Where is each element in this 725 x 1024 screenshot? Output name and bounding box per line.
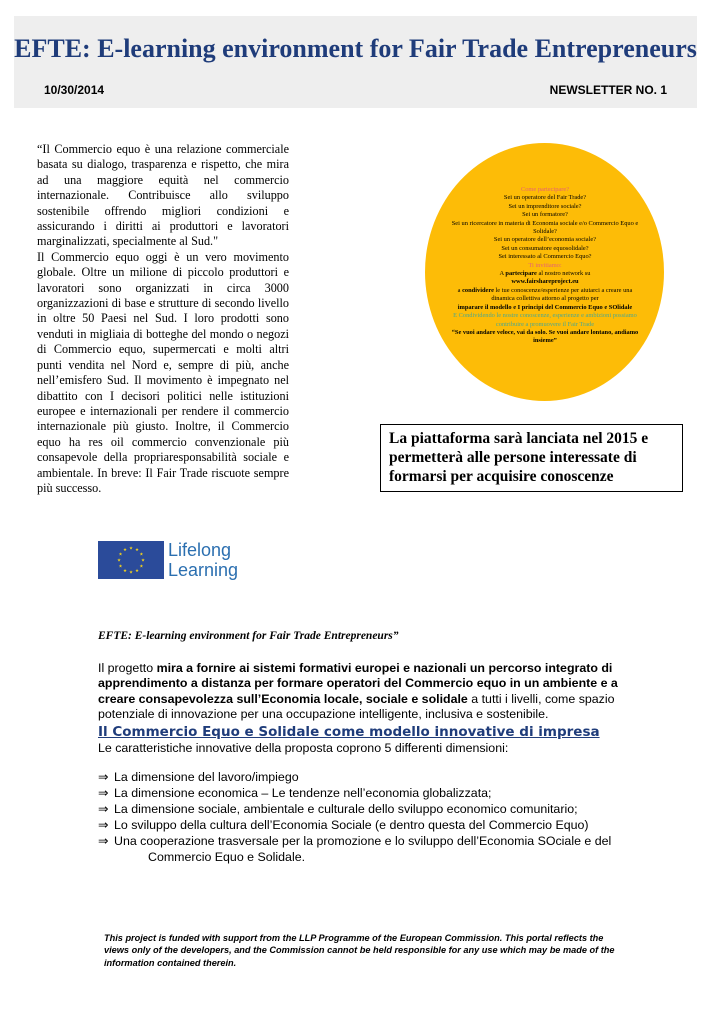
participation-line-c: imparare il modello e I principi del Commercio Equo e SOlidale: [457, 303, 633, 311]
project-subtitle: EFTE: E-learning environment for Fair Trade Entrepreneurs”: [98, 630, 399, 642]
list-item-text: La dimensione economica – Le tendenze nell’economia globalizzata;: [114, 786, 492, 800]
arrow-icon: ⇒: [98, 786, 109, 800]
logo-line: Learning: [168, 560, 239, 580]
flag-star: ★: [118, 551, 123, 557]
list-item: [98, 785, 638, 801]
list-item-text: La dimensione sociale, ambientale e culturale dello sviluppo economico comunitario;: [114, 802, 578, 816]
arrow-icon: ⇒: [98, 770, 109, 784]
logo-text: [168, 540, 238, 580]
list-item-continuation: Commercio Equo e Solidale.: [148, 850, 306, 864]
list-item: [98, 801, 638, 817]
participation-text: [448, 186, 642, 346]
list-item: [98, 817, 638, 833]
text-fragment: partecipare: [505, 270, 537, 278]
flag-star: ★: [128, 545, 134, 551]
participation-question: Sei un ricercatore in materia di Economia sociale e/o Commercio Equo e Solidale?: [451, 219, 639, 236]
participation-line-d: E Condividendo le nostre conoscenze, esperienze e ambizioni possiamo contribuire a promuovere il Fair Trade: [453, 312, 637, 328]
participation-question: Sei un consumatore equosolidale?: [501, 244, 589, 252]
text-fragment: condividere: [462, 286, 494, 294]
text-fragment: a: [457, 286, 463, 294]
newsletter-title: EFTE: E-learning environment for Fair Trade Entrepreneurs: [14, 34, 697, 63]
flag-star: ★: [134, 547, 140, 553]
list-item-text: Una cooperazione trasversale per la promozione e lo sviluppo dell’Economia SOciale e del: [114, 834, 612, 848]
newsletter-issue: NEWSLETTER NO. 1: [549, 83, 667, 97]
project-description: [98, 661, 628, 723]
text-fragment: a tutti i livelli, come spazio potenziale di innovazione per una occupazione intelligente, inclusiva e sostenibile.: [98, 691, 615, 722]
flag-star: ★: [139, 563, 144, 569]
flag-star: ★: [134, 567, 140, 573]
participation-quote: “Se vuoi andare veloce, vai da solo. Se vuoi andare lontano, andiamo insieme”: [451, 328, 639, 345]
list-item: [98, 833, 638, 865]
text-fragment: A: [499, 270, 506, 278]
lifelong-learning-logo: [98, 541, 250, 583]
participation-question: Sei un operatore dell’economia sociale?: [493, 236, 597, 244]
eu-flag-icon: [98, 541, 164, 579]
text-fragment: le tue conoscenze/esperienze per aiutarci a creare una dinamica collettiva attorno al progetto per: [491, 286, 633, 303]
text-fragment: al nostro network su: [536, 270, 591, 278]
dimensions-list: [98, 769, 638, 865]
list-item-text: La dimensione del lavoro/impiego: [114, 770, 299, 784]
list-item: [98, 769, 638, 785]
intro-text: [37, 142, 289, 496]
participation-line-b: [448, 287, 642, 304]
flag-star: ★: [118, 563, 123, 569]
participation-heading: Come partecipare?: [520, 186, 570, 193]
participation-invite: Ti invitiamo:: [528, 261, 562, 269]
list-item-text: Lo sviluppo della cultura dell’Economia Sociale (e dentro questa del Commercio Equo): [114, 818, 589, 832]
flag-star: ★: [128, 569, 134, 575]
section-subheading: Le caratteristiche innovative della proposta coprono 5 differenti dimensioni:: [98, 741, 509, 755]
participation-question: Sei un formatore?: [522, 211, 568, 219]
intro-paragraph: Il Commercio equo oggi è un vero movimento globale. Oltre un milione di piccolo produttori e lavoratori sono organizzati in circa 3000 organizzazioni di base e strutture di secondo livello in oltre 50 Paesi nel Sud. I loro prodotti sono venduti in migliaia di botteghe del mondo o negozi di Commercio equo, supermercati e molti altri punti vendita nel Nord e, sempre di più, anche nell’emisfero Sud. Il movimento è impegnato nel dibattito con I decisori politici nelle istituzioni europee e internazionali per rendere il commercio internazionale più giusto. Inoltre, il Commercio equo ha res oil commercio convenzionale più consapevole della propriaresponsabilità sociale e ambientale. In breve: Il Fair Trade riscuote sempre più successo.: [37, 249, 289, 495]
arrow-icon: ⇒: [98, 802, 109, 816]
participation-question: Sei un imprenditore sociale?: [508, 202, 582, 210]
flag-star: ★: [122, 567, 128, 573]
website-link[interactable]: www.fairshareproject.eu: [511, 278, 579, 286]
newsletter-date: 10/30/2014: [44, 83, 105, 97]
launch-callout: La piattaforma sarà lanciata nel 2015 e permetterà alle persone interessate di formarsi per acquisire conoscenze: [380, 424, 683, 492]
intro-quote: “Il Commercio equo è una relazione commerciale basata su dialogo, trasparenza e rispetto, che mira ad una maggiore equità nel commercio internazionale. Contribuisce allo sviluppo sostenibile offrendo migliori condizioni e assicurando i diritti ai produttori e lavoratori marginalizzati, specialmente al Sud.": [37, 142, 289, 249]
logo-line: Lifelong: [168, 540, 232, 560]
funding-disclaimer: This project is funded with support from the LLP Programme of the European Commission. This portal reflects the views only of the developers, and the Commission cannot be held responsible for any use which may be made of the information contained therein.: [104, 933, 615, 968]
flag-star: ★: [122, 547, 128, 553]
participation-question: Sei interessato al Commercio Equo?: [498, 253, 592, 261]
flag-star: ★: [140, 557, 146, 563]
text-fragment: mira a fornire ai sistemi formativi europei e nazionali un percorso integrato di apprendimento a distanza per formare operatori del Commercio equo in un ambiente e a creare consapevolezza sull’Economia locale, sociale e solidale: [98, 661, 618, 706]
text-fragment: Il progetto: [98, 661, 157, 675]
arrow-icon: ⇒: [98, 818, 109, 832]
flag-star: ★: [139, 551, 144, 557]
newsletter-header: [14, 16, 697, 108]
participation-question: Sei un operatore del Fair Trade?: [503, 194, 587, 202]
arrow-icon: ⇒: [98, 834, 109, 848]
section-heading: Il Commercio Equo e Solidale come modello innovative di impresa: [98, 724, 600, 740]
flag-star: ★: [116, 557, 122, 563]
participation-line-a: [448, 270, 642, 278]
